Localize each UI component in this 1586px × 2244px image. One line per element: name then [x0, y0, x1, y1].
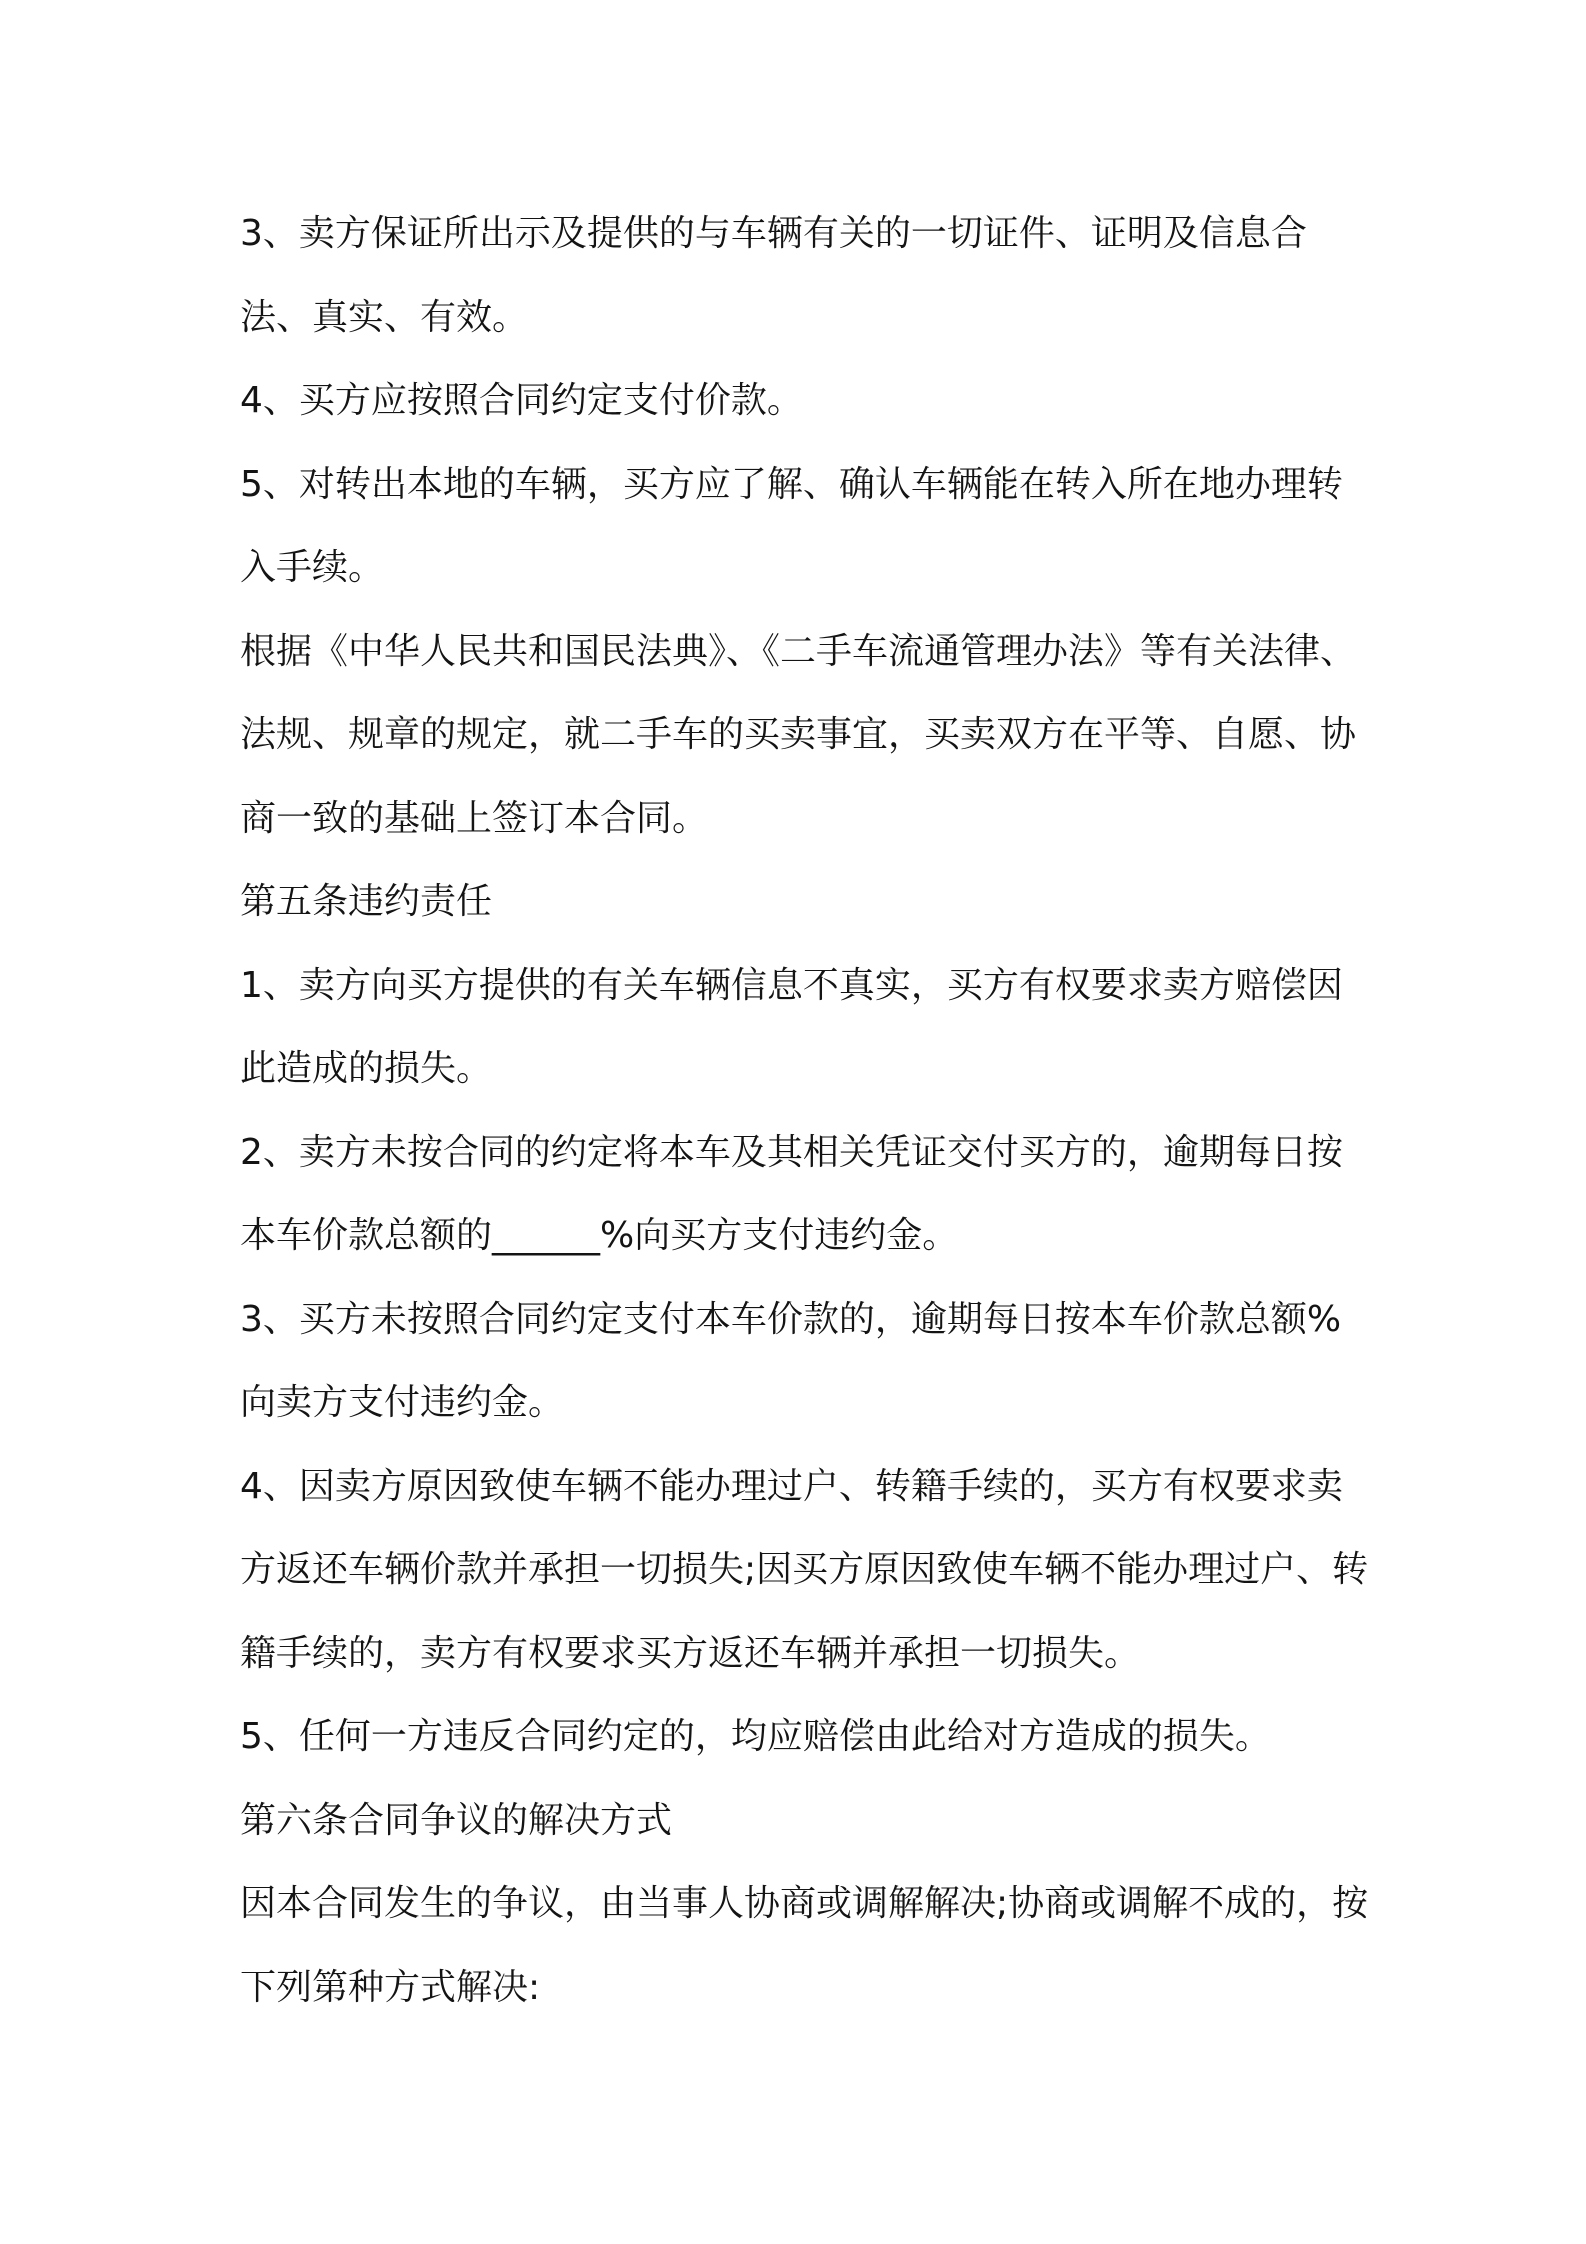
- article-6-heading: 第六条合同争议的解决方式: [240, 1799, 673, 1841]
- liability-item-5: 5、任何一方违反合同约定的，均应赔偿由此给对方造成的损失。: [240, 1716, 1271, 1757]
- liability-item-1: 1、卖方向买方提供的有关车辆信息不真实，买方有权要求卖方赔偿因此造成的损失。: [240, 964, 1343, 1089]
- clause-buyer-payment: 4、买方应按照合同约定支付价款。: [240, 380, 803, 421]
- liability-item-3: 3、买方未按照合同约定支付本车价款的，逾期每日按本车价款总额%向卖方支付违约金。: [240, 1298, 1342, 1423]
- liability-item-4: 4、因卖方原因致使车辆不能办理过户、转籍手续的，买方有权要求卖方返还车辆价款并承担一切损失;因买方原因致使车辆不能办理过户、转籍手续的，卖方有权要求买方返还车辆并承担一切损失。: [240, 1465, 1369, 1674]
- clause-transfer-out: 5、对转出本地的车辆，买方应了解、确认车辆能在转入所在地办理转入手续。: [240, 463, 1343, 588]
- article-5-heading: 第五条违约责任: [240, 881, 493, 922]
- document-body: [240, 192, 1370, 2029]
- clause-seller-guarantee: 3、卖方保证所出示及提供的与车辆有关的一切证件、证明及信息合法、真实、有效。: [240, 213, 1307, 338]
- dispute-resolution-paragraph: 因本合同发生的争议，由当事人协商或调解解决;协商或调解不成的，按下列第种方式解决:: [240, 1883, 1369, 2008]
- liability-item-2: 2、卖方未按合同的约定将本车及其相关凭证交付买方的，逾期每日按本车价款总额的______%向买方支付违约金。: [240, 1131, 1343, 1256]
- contract-basis-paragraph: 根据《中华人民共和国民法典》、《二手车流通管理办法》等有关法律、法规、规章的规定，就二手车的买卖事宜，买卖双方在平等、自愿、协商一致的基础上签订本合同。: [240, 630, 1357, 839]
